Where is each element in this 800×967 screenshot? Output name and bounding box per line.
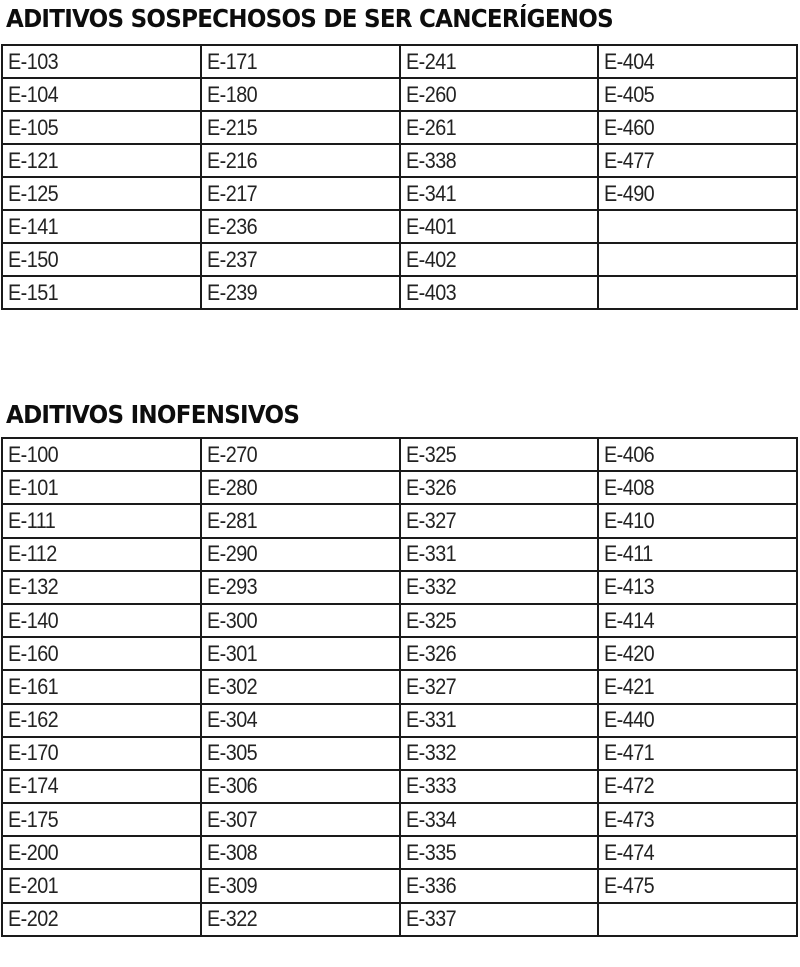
additive-code: E-408 bbox=[604, 474, 655, 500]
table-cell bbox=[400, 737, 599, 770]
additive-code: E-125 bbox=[8, 180, 59, 206]
table-row bbox=[2, 670, 797, 703]
table-cell bbox=[400, 144, 599, 177]
table-cell bbox=[201, 704, 400, 737]
table-row bbox=[2, 45, 797, 78]
additive-code: E-301 bbox=[206, 640, 257, 666]
additive-code: E-471 bbox=[604, 740, 655, 766]
table-cell bbox=[2, 111, 201, 144]
table-cell bbox=[400, 836, 599, 869]
additive-code: E-440 bbox=[604, 707, 655, 733]
additive-code: E-421 bbox=[604, 673, 655, 699]
table-cell bbox=[201, 438, 400, 471]
table-row bbox=[2, 471, 797, 504]
table-row bbox=[2, 903, 797, 936]
additive-code: E-104 bbox=[8, 81, 59, 107]
table-cell bbox=[400, 903, 599, 936]
harmless-additives-table bbox=[1, 437, 798, 937]
additive-code: E-236 bbox=[206, 213, 257, 239]
additive-code: E-420 bbox=[604, 640, 655, 666]
additive-code: E-100 bbox=[8, 441, 59, 467]
additive-code: E-404 bbox=[604, 48, 655, 74]
table-cell bbox=[2, 604, 201, 637]
table-cell bbox=[201, 243, 400, 276]
table-cell bbox=[2, 276, 201, 309]
table-cell bbox=[201, 471, 400, 504]
table-cell bbox=[2, 45, 201, 78]
additive-code: E-401 bbox=[405, 213, 456, 239]
additive-code: E-337 bbox=[405, 906, 456, 932]
additive-code: E-293 bbox=[206, 574, 257, 600]
table-row bbox=[2, 504, 797, 537]
additive-code: E-332 bbox=[405, 574, 456, 600]
table-cell bbox=[201, 737, 400, 770]
table-cell bbox=[2, 637, 201, 670]
additive-code: E-460 bbox=[604, 114, 655, 140]
additive-code: E-474 bbox=[604, 839, 655, 865]
additive-code: E-237 bbox=[206, 246, 257, 272]
additive-code: E-302 bbox=[206, 673, 257, 699]
table-cell bbox=[598, 670, 797, 703]
table-cell bbox=[2, 737, 201, 770]
additive-code: E-201 bbox=[8, 873, 59, 899]
table-row bbox=[2, 243, 797, 276]
table-cell bbox=[400, 45, 599, 78]
table-cell bbox=[201, 538, 400, 571]
additive-code: E-414 bbox=[604, 607, 655, 633]
table-cell bbox=[598, 471, 797, 504]
table-cell bbox=[400, 276, 599, 309]
table-cell bbox=[598, 276, 797, 309]
table-cell bbox=[400, 604, 599, 637]
table-cell bbox=[201, 670, 400, 703]
table-cell bbox=[2, 144, 201, 177]
table-cell bbox=[201, 45, 400, 78]
additive-code: E-472 bbox=[604, 773, 655, 799]
table-cell bbox=[400, 803, 599, 836]
table-cell bbox=[2, 903, 201, 936]
table-row bbox=[2, 144, 797, 177]
additive-code: E-140 bbox=[8, 607, 59, 633]
table-cell bbox=[2, 438, 201, 471]
additive-code: E-325 bbox=[405, 441, 456, 467]
table-cell bbox=[598, 438, 797, 471]
additive-code: E-180 bbox=[206, 81, 257, 107]
additive-code: E-338 bbox=[405, 147, 456, 173]
table-cell bbox=[201, 111, 400, 144]
table-cell bbox=[598, 243, 797, 276]
table-cell bbox=[2, 869, 201, 902]
table-cell bbox=[598, 903, 797, 936]
table-cell bbox=[598, 704, 797, 737]
table-row bbox=[2, 770, 797, 803]
table-cell bbox=[598, 869, 797, 902]
table-cell bbox=[201, 903, 400, 936]
table-cell bbox=[598, 803, 797, 836]
additive-code: E-239 bbox=[206, 279, 257, 305]
table-cell bbox=[598, 177, 797, 210]
table-cell bbox=[2, 504, 201, 537]
additive-code: E-103 bbox=[8, 48, 59, 74]
additive-code: E-174 bbox=[8, 773, 59, 799]
additive-code: E-281 bbox=[206, 507, 257, 533]
additive-code: E-325 bbox=[405, 607, 456, 633]
table-cell bbox=[201, 571, 400, 604]
additive-code: E-261 bbox=[405, 114, 456, 140]
additive-code: E-216 bbox=[206, 147, 257, 173]
additive-code: E-410 bbox=[604, 507, 655, 533]
table-cell bbox=[598, 45, 797, 78]
additive-code: E-202 bbox=[8, 906, 59, 932]
table-cell bbox=[201, 276, 400, 309]
additive-code: E-403 bbox=[405, 279, 456, 305]
additive-code: E-121 bbox=[8, 147, 59, 173]
additive-code: E-326 bbox=[405, 474, 456, 500]
additive-code: E-141 bbox=[8, 213, 59, 239]
additive-code: E-270 bbox=[206, 441, 257, 467]
table-row bbox=[2, 737, 797, 770]
table-cell bbox=[400, 571, 599, 604]
table-cell bbox=[400, 637, 599, 670]
table-cell bbox=[400, 78, 599, 111]
additive-code: E-132 bbox=[8, 574, 59, 600]
additive-code: E-215 bbox=[206, 114, 257, 140]
table-cell bbox=[2, 571, 201, 604]
additive-code: E-260 bbox=[405, 81, 456, 107]
table-cell bbox=[400, 471, 599, 504]
additive-code: E-335 bbox=[405, 839, 456, 865]
table-cell bbox=[598, 571, 797, 604]
additive-code: E-161 bbox=[8, 673, 59, 699]
additive-code: E-473 bbox=[604, 806, 655, 832]
table-cell bbox=[2, 538, 201, 571]
additive-code: E-304 bbox=[206, 707, 257, 733]
additive-code: E-327 bbox=[405, 673, 456, 699]
table-cell bbox=[2, 670, 201, 703]
table-cell bbox=[2, 471, 201, 504]
table-row bbox=[2, 78, 797, 111]
additive-code: E-413 bbox=[604, 574, 655, 600]
table-cell bbox=[2, 78, 201, 111]
additive-code: E-111 bbox=[8, 507, 56, 533]
table-cell bbox=[2, 704, 201, 737]
table-cell bbox=[2, 803, 201, 836]
table-row bbox=[2, 210, 797, 243]
additive-code: E-402 bbox=[405, 246, 456, 272]
additive-code: E-150 bbox=[8, 246, 59, 272]
table-cell bbox=[400, 177, 599, 210]
table-cell bbox=[598, 604, 797, 637]
table-cell bbox=[598, 210, 797, 243]
additive-code: E-112 bbox=[8, 541, 57, 567]
table-row bbox=[2, 836, 797, 869]
additive-code: E-306 bbox=[206, 773, 257, 799]
table-cell bbox=[598, 637, 797, 670]
additive-code: E-300 bbox=[206, 607, 257, 633]
additive-code: E-200 bbox=[8, 839, 59, 865]
additive-code: E-308 bbox=[206, 839, 257, 865]
table-cell bbox=[400, 111, 599, 144]
table-cell bbox=[201, 604, 400, 637]
additive-code: E-406 bbox=[604, 441, 655, 467]
additive-code: E-171 bbox=[206, 48, 257, 74]
additive-code: E-322 bbox=[206, 906, 257, 932]
additive-code: E-477 bbox=[604, 147, 655, 173]
additive-code: E-160 bbox=[8, 640, 59, 666]
additive-code: E-333 bbox=[405, 773, 456, 799]
additive-code: E-305 bbox=[206, 740, 257, 766]
table-cell bbox=[2, 770, 201, 803]
table-cell bbox=[400, 704, 599, 737]
additive-code: E-411 bbox=[604, 541, 653, 567]
additive-code: E-327 bbox=[405, 507, 456, 533]
table-cell bbox=[2, 210, 201, 243]
table-cell bbox=[2, 836, 201, 869]
table-cell bbox=[201, 177, 400, 210]
table-cell bbox=[400, 770, 599, 803]
additive-code: E-475 bbox=[604, 873, 655, 899]
table-cell bbox=[598, 504, 797, 537]
table-cell bbox=[598, 538, 797, 571]
table-cell bbox=[2, 177, 201, 210]
additive-code: E-101 bbox=[8, 474, 59, 500]
table-row bbox=[2, 704, 797, 737]
table-row bbox=[2, 438, 797, 471]
additive-code: E-241 bbox=[405, 48, 456, 74]
table-cell bbox=[2, 243, 201, 276]
additive-code: E-331 bbox=[405, 541, 456, 567]
additive-code: E-151 bbox=[8, 279, 59, 305]
additive-code: E-105 bbox=[8, 114, 59, 140]
table-cell bbox=[400, 670, 599, 703]
table-cell bbox=[201, 770, 400, 803]
additive-code: E-162 bbox=[8, 707, 59, 733]
section-title-carcinogenic: ADITIVOS SOSPECHOSOS DE SER CANCERÍGENOS bbox=[6, 4, 613, 33]
table-cell bbox=[400, 504, 599, 537]
table-cell bbox=[400, 210, 599, 243]
table-row bbox=[2, 276, 797, 309]
additive-code: E-290 bbox=[206, 541, 257, 567]
additive-code: E-336 bbox=[405, 873, 456, 899]
additive-code: E-405 bbox=[604, 81, 655, 107]
table-row bbox=[2, 177, 797, 210]
table-row bbox=[2, 571, 797, 604]
carcinogenic-additives-table bbox=[1, 44, 798, 310]
additive-code: E-170 bbox=[8, 740, 59, 766]
table-cell bbox=[400, 243, 599, 276]
additive-code: E-175 bbox=[8, 806, 59, 832]
additive-code: E-331 bbox=[405, 707, 456, 733]
table-row bbox=[2, 538, 797, 571]
additive-code: E-341 bbox=[405, 180, 456, 206]
table-row bbox=[2, 803, 797, 836]
additive-code: E-309 bbox=[206, 873, 257, 899]
table-cell bbox=[201, 144, 400, 177]
section-title-harmless: ADITIVOS INOFENSIVOS bbox=[6, 400, 300, 429]
table-cell bbox=[201, 504, 400, 537]
additive-code: E-217 bbox=[206, 180, 257, 206]
table-cell bbox=[400, 438, 599, 471]
table-cell bbox=[400, 538, 599, 571]
table-cell bbox=[598, 836, 797, 869]
additive-code: E-326 bbox=[405, 640, 456, 666]
table-row bbox=[2, 637, 797, 670]
table-cell bbox=[400, 869, 599, 902]
table-cell bbox=[598, 737, 797, 770]
table-cell bbox=[201, 869, 400, 902]
table-cell bbox=[598, 770, 797, 803]
table-cell bbox=[201, 836, 400, 869]
table-row bbox=[2, 604, 797, 637]
table-cell bbox=[598, 144, 797, 177]
table-cell bbox=[598, 78, 797, 111]
table-cell bbox=[201, 210, 400, 243]
table-cell bbox=[201, 803, 400, 836]
table-cell bbox=[598, 111, 797, 144]
additive-code: E-332 bbox=[405, 740, 456, 766]
table-cell bbox=[201, 78, 400, 111]
table-cell bbox=[201, 637, 400, 670]
additive-code: E-334 bbox=[405, 806, 456, 832]
table-row bbox=[2, 111, 797, 144]
additive-code: E-490 bbox=[604, 180, 655, 206]
additive-code: E-280 bbox=[206, 474, 257, 500]
additive-code: E-307 bbox=[206, 806, 257, 832]
table-row bbox=[2, 869, 797, 902]
